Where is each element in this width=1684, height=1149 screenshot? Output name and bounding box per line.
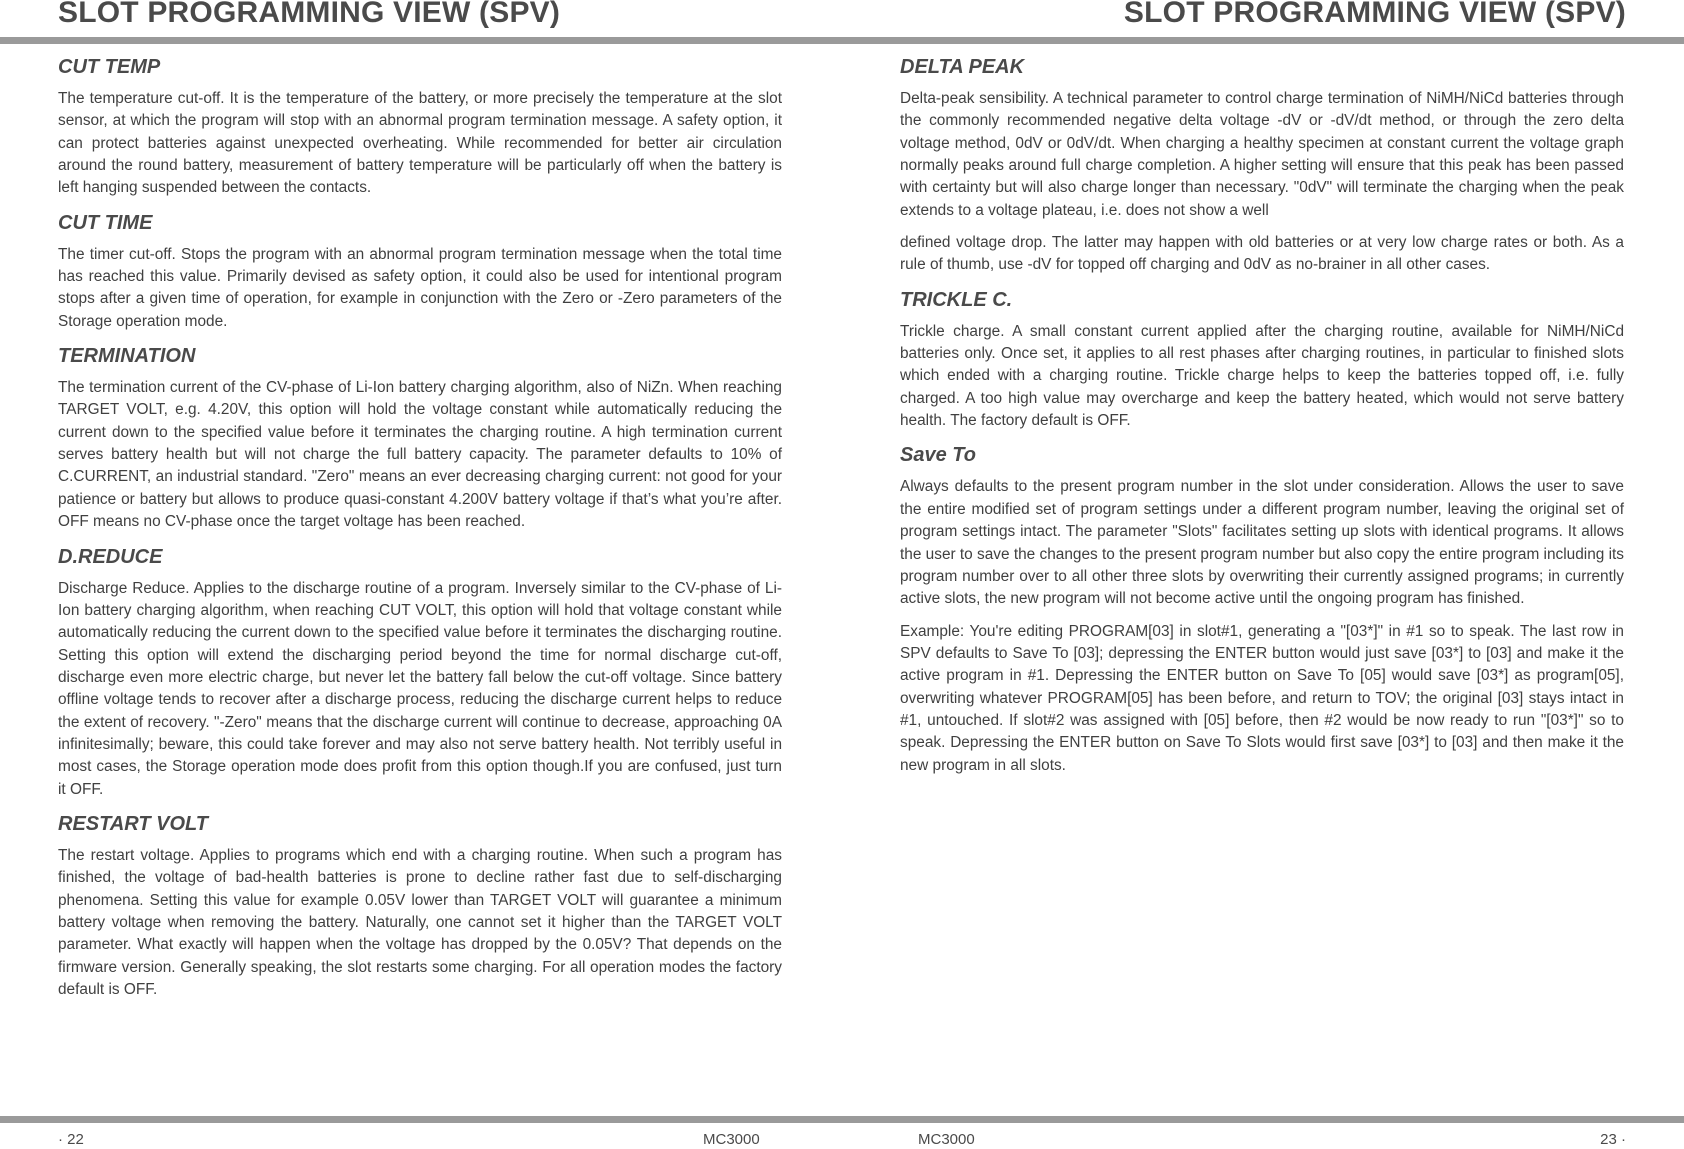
- section-title: TERMINATION: [58, 345, 196, 368]
- section-title: Save To: [900, 444, 976, 467]
- section-paragraph: Example: You're editing PROGRAM[03] in slot#1, generating a "[03*]" in #1 so to speak. The last row in SPV defaults to Save To [03]; depressing the ENTER button would just save [03*] to [03] and make it the active program in #1. Depressing the ENTER button on Save To [05] would save [03*] as program[05], overwriting whatever PROGRAM[05] has been before, and return to TOV; the original [03] stays intact in #1, untouched. If slot#2 was assigned with [05] before, then #2 would be now ready to run "[03*]" so to speak. Depressing the ENTER button on Save To Slots would first save [03*] to [03] and then make it the new program in all slots.: [900, 622, 1624, 774]
- section-paragraph: Always defaults to the present program number in the slot under consideration. Allows the user to save the entire modified set of program settings under a different program number, leaving the original set of program settings intact. The parameter "Slots" facilitates setting up slots with identical programs. It allows the user to save the changes to the present program number but also copy the entire program including its program number over to all other three slots by overwriting their currently assigned programs; in currently active slots, the new program will not become active until the ongoing program has finished.: [900, 478, 1624, 608]
- footer-divider: [0, 1116, 1684, 1123]
- right-page-number: 23 ·: [1600, 1131, 1626, 1148]
- section-title: TRICKLE C.: [900, 288, 1013, 311]
- section-trickle-c: [900, 287, 1624, 433]
- left-footer-model: MC3000: [703, 1131, 760, 1148]
- right-footer-model: MC3000: [918, 1131, 975, 1148]
- section-cut-temp: [58, 54, 782, 200]
- section-paragraph: The restart voltage. Applies to programs which end with a charging routine. When such a program has finished, the voltage of bad-health batteries is prone to decline rather fast due to self-discharging phenomena. Setting this value for example 0.05V lower than TARGET VOLT will guarantee a minimum battery voltage when removing the battery. Naturally, one cannot set it higher than the TARGET VOLT parameter. What exactly will happen when the voltage has dropped by the 0.05V? That depends on the firmware version. Generally speaking, the slot restarts some charging. For all operation modes the factory default is OFF.: [58, 846, 782, 998]
- left-page-column: [58, 50, 782, 1011]
- left-page-number: · 22: [58, 1131, 84, 1148]
- section-title: D.REDUCE: [58, 545, 163, 568]
- section-termination: [58, 343, 782, 533]
- section-save-to: [900, 442, 1624, 776]
- section-cut-time: [58, 210, 782, 333]
- left-page-title: SLOT PROGRAMMING VIEW (SPV): [58, 0, 561, 29]
- section-paragraph: Trickle charge. A small constant current applied after the charging routine, available for NiMH/NiCd batteries only. Once set, it applies to all rest phases after charging routines, in particular to finished slots which ended with a charging routine. Trickle charge helps to keep the batteries topped off, i.e. fully charged. A too high value may overcharge and keep the battery heated, which would not serve battery health. The factory default is OFF.: [900, 322, 1624, 430]
- right-page-column: [900, 50, 1624, 787]
- right-page-title: SLOT PROGRAMMING VIEW (SPV): [1123, 0, 1626, 29]
- section-title: RESTART VOLT: [58, 812, 208, 835]
- header-divider: [0, 37, 1684, 44]
- section-title: CUT TIME: [58, 211, 153, 234]
- section-delta-peak: [900, 54, 1624, 277]
- section-title: DELTA PEAK: [900, 56, 1025, 78]
- section-restart-volt: [58, 811, 782, 1001]
- section-title: CUT TEMP: [58, 56, 161, 78]
- section-paragraph: defined voltage drop. The latter may happen with old batteries or at very low charge rates or both. As a rule of thumb, use -dV for topped off charging and 0dV as no-brainer in all other cases.: [900, 234, 1624, 274]
- section-paragraph: Discharge Reduce. Applies to the discharge routine of a program. Inversely similar to the CV-phase of Li-Ion battery charging algorithm, when reaching CUT VOLT, this option will hold that voltage constant while automatically reducing the current down to the specified value before it terminates the discharging routine. Setting this option will extend the discharging period beyond the time for normal discharge cut-off, discharge even more electric charge, but never let the battery fall below the cut-off voltage. Since battery offline voltage tends to recover after a discharge process, reducing the discharge current helps to reduce the extent of recovery. "-Zero" means that the discharge current will continue to decrease, approaching 0A infinitesimally; beware, this could take forever and may also not serve battery health. Not terribly useful in most cases, the Storage operation mode does profit from this option though.If you are confused, just turn it OFF.: [58, 579, 782, 798]
- section-paragraph: The timer cut-off. Stops the program with an abnormal program termination message when the total time has reached this value. Primarily devised as safety option, it could also be used for intentional program stops after a given time of operation, for example in conjunction with the Zero or -Zero parameters of the Storage operation mode.: [58, 245, 782, 330]
- section-paragraph: The termination current of the CV-phase of Li-Ion battery charging algorithm, also of NiZn. When reaching TARGET VOLT, e.g. 4.20V, this option will hold the voltage constant while automatically reducing the current down to the specified value before it terminates the charging routine. A high termination current serves battery health but will not charge the full battery capacity. The parameter defaults to 10% of C.CURRENT, an industrial standard. "Zero" means an ever decreasing charging current: not good for your patience or battery but allows to produce quasi-constant 4.200V battery voltage if that’s what you’re after. OFF means no CV-phase once the target voltage has been reached.: [58, 379, 782, 531]
- section-paragraph: The temperature cut-off. It is the temperature of the battery, or more precisely the temperature at the slot sensor, at which the program will stop with an abnormal program termination message. A safety option, it can protect batteries against unexpected overheating. While recommended for better air circulation around the round battery, measurement of battery temperature will be particularly off when the battery is left hanging suspended between the contacts.: [58, 90, 782, 197]
- section-d-reduce: [58, 544, 782, 801]
- section-paragraph: Delta-peak sensibility. A technical parameter to control charge termination of NiMH/NiCd batteries through the commonly recommended negative delta voltage -dV or -dV/dt method, or through the zero delta voltage method, 0dV or 0dV/dt. When charging a healthy specimen at constant current the voltage graph normally peaks around full charge completion. A higher setting will ensure that this peak has been passed with certainty but will also charge longer than necessary. "0dV" will terminate the charging when the peak extends to a voltage plateau, i.e. does not show a well: [900, 90, 1624, 219]
